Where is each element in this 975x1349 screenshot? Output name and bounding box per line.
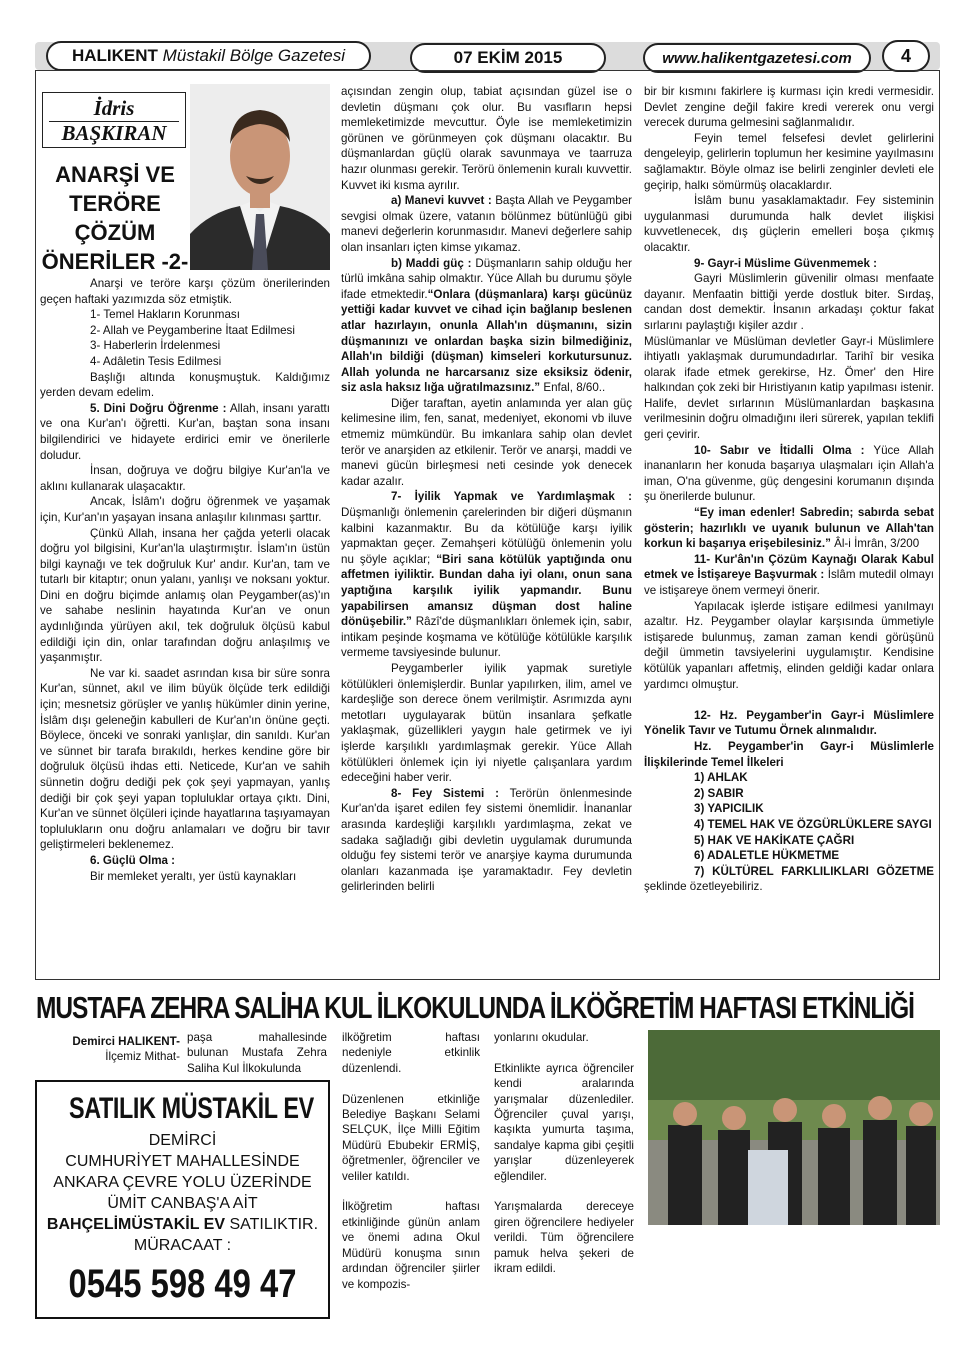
article-paragraph: 7- İyilik Yapmak ve Yardımlaşmak : Düşmanlığı önlemenin çarelerinden bir diğeri düşmanın kalbini kazanmaktır. Bu da kötülüğe karşı iyilik yapmaktan geçer. Zemahşeri kötülüğü önlemenin yolu nu şöyle açıklar; “Biri sana kötülük yaptığında onu affetmen iyiliktir. Bundan daha iyi olanı, onun sana yaptığına karşılık iyilik yapmandır. Bunu yapabilirsen amansız düşman dost haline dönüşebilir.” Râzî'de düşmanlıkları önlemek için, sabır, intikam peşinde koşmama ve kötülüğe kötülükle karşılık vermeme tavsiyesinde bulunur. <box>341 490 632 660</box>
article-paragraph: b) Maddi güç : Düşmanların sahip olduğu her türlü imkâna sahip olmaktır. Yüce Allah bu durumu şöyle ifade etmektedir.“Onlara (düşmanlara) karşı gücünüz yettiği kadar kuvvet ve cihad için bağlanıp beslenen atlar hazırlayın, onunla Allah'ın düşmanını, sizin düşmanınızı ve onlardan başka sizin bilmediğiniz, Allah'ın bildiği (düşman) kimseleri korkutursunuz. Allah yolunda ne harcarsanız size eksiksiz ödenir, siz asla haksız lığa uğratılmazsınız.” Enfal, 8/60.. <box>341 256 632 395</box>
paragraph-heading: 1) AHLAK <box>694 771 748 785</box>
article-paragraph: 2- Allah ve Peygamberine İtaat Edilmesi <box>90 323 295 337</box>
article-paragraph: “Ey iman edenler! Sabredin; sabırda sebat gösterin; hazırlıklı ve uyanık bulunun ve Allah'tan korkun ki başarıya erişebilesiniz.” Âl-i İmrân, 3/200 <box>644 506 934 551</box>
article-paragraph: Bir memleket yeraltı, yer üstü kaynakları <box>90 869 297 883</box>
article-paragraph <box>644 801 934 817</box>
paragraph-heading: b) Maddi güç : <box>391 256 472 270</box>
masthead <box>46 41 371 71</box>
article-title <box>40 160 190 276</box>
paragraph-heading: 6. Güçlü Olma : <box>90 853 176 867</box>
article-paragraph: Ne var ki. saadet asrından kısa bir süre sonra Kur'an, sünnet, akıl ve ilim büyük ölçüde terk edildiği için; mesnetsiz görüşler ve yanlış hükümler dinin yerine, İslâm dışı geleneğin kabulleri de Kur'an'ın önüne geçti. Böylece, önceki ve sonraki yanlışlar, din sanıldı. Kur'an ve sünnet bir tarafa bırakıldı, herkes kendine göre bir doğruluk ölçüsü ihdas etti. Neticede, Kur'an ve sahih sünnetin doğru dediği pek çok şeyi yapmayan, yanlış dediği bir çok şeyi yapan topluluklar ortaya çıktı. Dini, Kur'an ve sünnet ölçüleri içinde hayatlarına taşıyamayan toplulukların onu doğru anlamaları ve doğru bir tavır geliştirmeleri beklenemez. <box>40 666 330 852</box>
for-sale-ad <box>35 1080 330 1319</box>
paragraph-heading: 3) YAPICILIK <box>694 802 764 816</box>
masthead-sub: Müstakil Bölge Gazetesi <box>162 46 346 65</box>
article-paragraph: Yapılacak işlerde istişare edilmesi yanılmayı azaltır. Hz. Peygamber olaylar karşısında ümmetiyle istişarede bulunmuş, zaman zaman kendi görüşünü değil ümmetin tavsiyelerini uygulamıştır. Kendisine kötülük yapanları affetmiş, elinden geldiği kadar onlara yardımcı olmuştur. <box>644 599 934 691</box>
ad-line-bold: BAHÇELİMÜSTAKİL EV <box>46 1216 225 1233</box>
article-column-1 <box>40 276 330 884</box>
article-paragraph: Çünkü Allah, insana her çağda yeterli olacak doğru yol bilgisini, Kur'an'la ulaştırmıştır. İslam'ın üstün bilgi kaynağı ve tek doğruluk Kur' andır. Kur'an, tam ve tutarlı bir kitaptır; onun yalanı, yanlışı ve noksanı yoktur. Dini en doğru biçimde anlamış olan Peygamber(as)'ın ve sahabe neslinin hayatında Kur'an ve onun aydınlığında yürüyen akıl, tek doğruluk ölçüsü kabul edildiği için din, onlar tarafından doğru anlaşılmış ve yaşanmıştır. <box>40 526 330 665</box>
ad-line: DEMİRCİ <box>148 1132 217 1149</box>
masthead-brand: HALIKENT <box>71 46 158 65</box>
ad-line: ÜMİT CANBAŞ'A AİT <box>107 1195 258 1212</box>
ad-phone[interactable]: 0545 598 49 47 <box>68 1262 297 1306</box>
article-paragraph: Diğer taraftan, ayetin anlamında yer alan güç kelimesine ilim, fen, sanat, medeniyet, ekonomi vb iluve etmemiz mümkündür. Bu imkanlara sahip olan devlet terör ve anarşiden az etkilenir. Terör ve anarşi, maddi ve manevi gücün birleşmesi neti cesinde yok denecek kadar azalır. <box>341 396 632 488</box>
event-headline: MUSTAFA ZEHRA SALİHA KUL İLKOKULUNDA İLKÖĞRETİM HAFTASI ETKİNLİĞİ <box>36 990 914 1025</box>
article-paragraph: açısından zengin olup, tabiat açısından güzel ise o devletin düşmanı çok olur. Bu vasıfların hepsi memleketimizde mevcuttur. Öyle ise memleketimizin görünen ve görünmeyen çok düşmanı olacaktır. Bu düşmanlardan güçlü olarak savunmaya ve taarruza hazır olunması gerekir. Terörü önlemenin kuralı kuvvettir. Kuvvet iki kısma ayrılır. <box>341 85 632 192</box>
ad-line: ANKARA ÇEVRE YOLU ÜZERİNDE <box>53 1174 312 1191</box>
article-column-2 <box>341 84 632 895</box>
article-paragraph <box>644 770 934 786</box>
ad-line-rest: SATILIKTIR. <box>225 1216 319 1233</box>
author-last-name: BAŞKIRAN <box>49 121 179 144</box>
article-paragraph: 10- Sabır ve İtidalli Olma : Yüce Allah inananların her konuda başarıya ulaşmaları için Allah'a iman, O'na güvenme, güç dengesini korumanın dışında şu önerilerde bulunur. <box>644 443 934 504</box>
article-paragraph: Müslümanlar ve Müslüman devletler Gayr-i Müslimlere ihtiyatlı yaklaşmak durumundadırlar. Tarihî bir vesika olarak ifade etmek gerekirse, Hz. Ömer' den Hire halkından çok zeki bir Hıristiyanın katip yapılması istenir. Halife, devlet sırlarının Müslümanlardan başkasına verilmesinin doğru olmadığını ileri sürerek, yapılan teklifi geri çevirir. <box>644 334 934 442</box>
paragraph-heading: 2) SABIR <box>694 786 744 800</box>
article-paragraph: Feyin temel felsefesi devlet gelirlerini dengeleyip, gelirlerin toplumun her kesimine yayılmasını sağlamaktır. Böyle olmaz ise belirli zenginler devleti ele geçirip, halkı sömürmüş olacaklardır. <box>644 131 934 192</box>
article-paragraph: 4- Adâletin Tesis Edilmesi <box>90 354 222 368</box>
article-title-line: ÖNERİLER -2- <box>41 249 189 274</box>
article-paragraph: bir bir kısmını fakirlere iş kurması için kredi vermesidir. Devlet zengine değil fakire kredi vererek onu vergi verecek duruma gelmesini sağlanmalıdır. <box>644 85 934 130</box>
event-photo <box>648 1030 940 1225</box>
article-paragraph: Peygamberler iyilik yapmak suretiyle kötülükleri önlemişlerdir. Bunlar yapılırken, ilim, amel ve kardeşliğe son derece önem verilmiştir. Asrımızda aynı metotları uygulayarak bütün insanlara şefkatle yaklaşmak, güzellikleri yaygın hale getirmek ve iyi işlerde karşılıklı yardımlaşmak gerekir. Yüce Allah kötülükleri önlemek için iyi niyetle çalışanlara yardım edeceğini haber verir. <box>341 661 632 785</box>
event-byline: Demirci HALIKENT- <box>72 1035 180 1048</box>
article-column-3 <box>644 84 934 895</box>
article-paragraph <box>644 833 934 849</box>
article-title-line: ANARŞİ VE <box>55 162 175 187</box>
article-paragraph: Ancak, İslâm'ı doğru öğrenmek ve yaşamak için, Kur'an'ın yaşayan insana anlaşılır kılınması şarttır. <box>40 495 330 524</box>
paragraph-heading: 7) KÜLTÜREL FARKLILIKLARI GÖZETME <box>694 864 934 878</box>
quoted-verse: “Biri sana kötülük yaptığında onu affetmen iyiliktir. Bundan daha iyi olanı, onun sana yaptığına karşılık iyilik yapmandır. Bunu yapabilirsen amansız düşman dost haline dönüşebilir.” <box>341 552 632 629</box>
paragraph-heading: 5) HAK VE HAKİKATE ÇAĞRI <box>694 833 855 847</box>
paragraph-heading: 4) TEMEL HAK VE ÖZGÜRLÜKLERE SAYGI <box>694 817 932 831</box>
paragraph-heading: 10- Sabır ve İtidalli Olma : <box>694 443 865 457</box>
paragraph-heading: “Ey iman edenler! Sabredin; sabırda sebat gösterin; hazırlıklı ve uyanık bulunun ve Allah'tan korkun ki başarıya erişebilesiniz.” <box>644 506 934 551</box>
article-paragraph: 11- Kur'ân'ın Çözüm Kaynağı Olarak Kabul etmek ve İstişareye Başvurmak : İslâm mutedil olmayı ve istişareye önem vermeyi önerir. <box>644 552 934 597</box>
article-paragraph <box>644 692 934 708</box>
paragraph-heading: 11- Kur'ân'ın Çözüm Kaynağı Olarak Kabul etmek ve İstişareye Başvurmak : <box>644 552 934 582</box>
article-paragraph: Gayri Müslimlerin güvenilir olması menfaate dayanır. Menfaatin bittiği yerde dostluk biter. Sırdaş, candan dost demektir. İnsanın arkadaşı çoktur fakat sırlarını paylaştığı kişiler azdır . <box>644 272 934 332</box>
event-intro-a: İlçemiz Mithat- <box>105 1050 180 1064</box>
portrait-image <box>190 84 330 270</box>
ad-line: CUMHURİYET MAHALLESİNDE <box>65 1153 300 1170</box>
article-paragraph: İnsan, doğruya ve doğru bilgiye Kur'an'la ve aklını kullanarak ulaşacaktır. <box>40 464 330 493</box>
event-column-2: ilköğretim haftası nedeniyle etkinlik düzenlendi. Düzenlenen etkinliğe Belediye Başkanı Selami SELÇUK, İlçe Milli Eğitim Müdürü Ebubekir ERMİŞ, öğretmenler, öğrenciler ve veliler katıldı. İlköğretim haftası etkinliğinde günün anlam ve önemi adına Okul Müdürü konuşma sının ardından öğrenciler şiirler ve kompozis- <box>342 1031 480 1291</box>
paragraph-heading: 9- Gayr-i Müslime Güvenmemek : <box>694 256 877 270</box>
issue-date: 07 EKİM 2015 <box>410 43 606 73</box>
author-name-box <box>42 92 186 148</box>
article-paragraph: Anarşi ve teröre karşı çözüm önerilerinden geçen haftaki yazımızda söz etmiştik. <box>40 277 330 306</box>
paragraph-heading: Hz. Peygamber'in Gayr-i Müslimlerle İlişkilerinde Temel İlkeleri <box>644 739 934 769</box>
paragraph-heading: 7- İyilik Yapmak ve Yardımlaşmak : <box>391 490 632 504</box>
event-intro-b: paşa mahallesinde bulunan Mustafa Zehra Saliha Kul İlkokulunda <box>187 1031 327 1075</box>
article-paragraph: İslâm bunu yasaklamaktadır. Fey sisteminin uygulanmasi durumunda halk devlet ilişkisi kuvvetlenecek, dış güçlerin emelleri boşa çıkmış olacaktır. <box>644 194 934 254</box>
ad-title: SATILIK MÜSTAKİL EV <box>69 1092 314 1125</box>
quoted-verse: “Onlara (düşmanlara) karşı gücünüz yettiği kadar kuvvet ve cihad için bağlanıp beslenen atlar hazırlayın, onunla Allah'ın düşmanını, sizin düşmanınızı ve onlardan başka sizin bilmediğiniz, Allah'ın bildiği (düşman) kimseleri korkutursunuz. Allah yolunda ne harcarsanız size eksiksiz ödenir, siz asla haksız lığa uğratılmazsınız.” <box>341 287 632 395</box>
article-paragraph: 1- Temel Hakların Korunması <box>90 308 240 322</box>
paragraph-heading: a) Manevi kuvvet : <box>391 194 492 208</box>
article-paragraph: 3- Haberlerin İrdelenmesi <box>90 339 221 353</box>
paragraph-heading: 6) ADALETLE HÜKMETME <box>694 849 840 863</box>
paragraph-heading: 8- Fey Sistemi : <box>391 786 499 800</box>
author-photo <box>190 84 330 270</box>
article-paragraph: a) Manevi kuvvet : Başta Allah ve Peygamber sevgisi olmak üzere, vatanın bölünmez bütünlüğü gibi manevi değerlerin korunmasıdır. Manevi değerlere sahip olan insanları içten kimse yıkamaz. <box>341 194 632 254</box>
event-crowd-image <box>648 1030 940 1225</box>
paragraph-heading: 5. Dini Doğru Öğrenme : <box>90 401 227 415</box>
article-paragraph <box>644 708 934 739</box>
article-paragraph: 7) KÜLTÜREL FARKLILIKLARI GÖZETME şeklinde özetleyebiliriz. <box>644 864 934 894</box>
page-number: 4 <box>882 40 930 72</box>
article-paragraph <box>644 786 934 802</box>
article-title-line: ÇÖZÜM <box>74 220 156 245</box>
article-paragraph: 8- Fey Sistemi : Terörün önlenmesinde Kur'an'da işaret edilen fey sistemi önemlidir. İnananlar arasında kardeşliği karşılıklı yardımlaşma, zekat ve sadaka sağladığı gibi devletin uygulamak durumunda olduğu fey sistemi terör ve anarşiye kayma durumunda olanları kazanmada işe yaramaktadır. Fey devletin gelirlerinden belirli <box>341 786 632 894</box>
event-column-3: yonlarını okudular. Etkinlikte ayrıca öğrenciler kendi aralarında yarışmalar düzenlediler. Öğrenciler çuval yarışı, kaşıkta yumurta taşıma, sandalye kapma gibi çeşitli yarışlar düzenleyerek eğlendiler. Yarışmalarda dereceye giren öğrencilere hediyeler verildi. Tüm öğrencilere pamuk helva şekeri de ikram edildi. <box>494 1031 634 1276</box>
paragraph-heading: 12- Hz. Peygamber'in Gayr-i Müslimlere Yönelik Tavır ve Tutumu Örnek alınmalıdır. <box>644 708 934 738</box>
event-byline-block <box>40 1034 180 1065</box>
article-paragraph: Başlığı altında konuşmuştuk. Kaldığımız yerden devam edelim. <box>40 370 330 400</box>
article-paragraph <box>644 739 934 770</box>
article-paragraph <box>644 256 934 272</box>
article-paragraph <box>644 817 934 833</box>
article-title-line: TERÖRE <box>69 191 161 216</box>
author-first-name: İdris <box>93 96 135 120</box>
ad-line-5 <box>37 1214 328 1235</box>
article-paragraph <box>644 848 934 864</box>
article-paragraph: 5. Dini Doğru Öğrenme : Allah, insanı yarattı ve ona Kur'an'ı öğretti. Kur'an, baştan sona insanı bilgilendirici ve hidayete erdirici emir ve önerilerle doludur. <box>40 401 330 462</box>
website-link[interactable]: www.halikentgazetesi.com <box>643 43 871 73</box>
ad-line: MÜRACAAT : <box>133 1237 232 1254</box>
article-paragraph <box>40 853 330 869</box>
